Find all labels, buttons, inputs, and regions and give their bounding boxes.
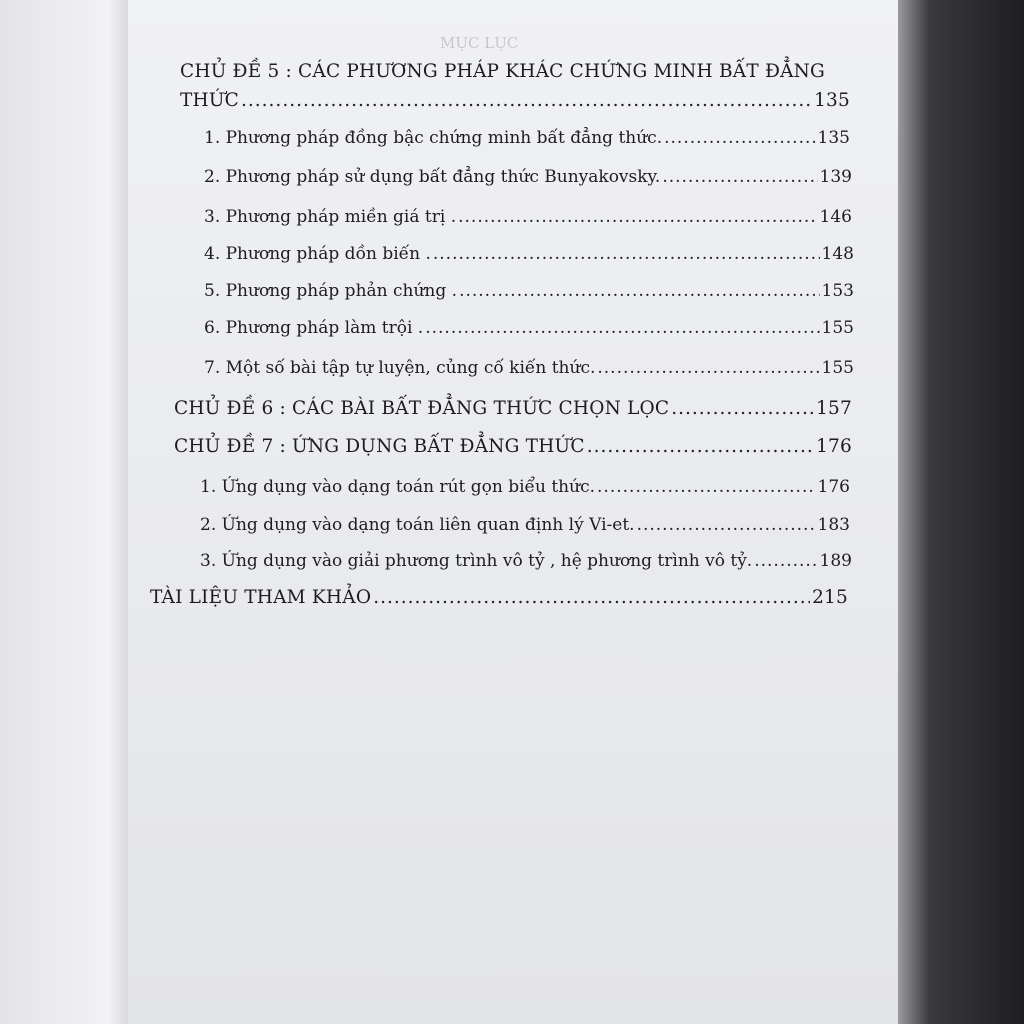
toc-entry-label: 2. Ứng dụng vào dạng toán liên quan định lý Vi-et.	[200, 515, 635, 535]
toc-entry-label: TÀI LIỆU THAM KHẢO	[150, 587, 372, 608]
toc-page-number: 176	[816, 436, 852, 457]
toc-entry-label: CHỦ ĐỀ 6 : CÁC BÀI BẤT ĐẲNG THỨC CHỌN LỌC	[174, 398, 670, 419]
toc-page-number: 135	[814, 90, 850, 111]
toc-entry-5-3	[204, 206, 852, 228]
leader-dots	[671, 398, 814, 420]
toc-entry-chapter-5-cont	[180, 90, 850, 112]
toc-entry-5-5	[204, 280, 854, 302]
toc-entry-5-7	[204, 357, 854, 379]
toc-entry-5-2	[204, 166, 852, 188]
toc-page-number: 155	[821, 358, 854, 378]
toc-page-number: 189	[819, 551, 852, 571]
toc-entry-label: 2. Phương pháp sử dụng bất đẳng thức Bunyakovsky.	[204, 167, 661, 187]
background-dark	[898, 0, 1024, 1024]
toc-entry-label: CHỦ ĐỀ 7 : ỨNG DỤNG BẤT ĐẲNG THỨC	[174, 436, 585, 457]
leader-dots	[459, 280, 819, 302]
leader-dots	[241, 90, 812, 112]
leader-dots	[662, 166, 817, 188]
toc-entry-label: 3. Phương pháp miền giá trị .	[204, 207, 457, 227]
toc-page-number: 135	[817, 128, 850, 148]
toc-entry-7-2	[200, 514, 850, 536]
leader-dots	[637, 514, 816, 536]
document-page	[128, 0, 898, 1024]
toc-entry-label: THỨC	[180, 90, 240, 111]
leader-dots	[373, 587, 810, 609]
leader-dots	[587, 436, 814, 458]
toc-page-number: 183	[817, 515, 850, 535]
toc-page-number: 139	[819, 167, 852, 187]
leader-dots	[433, 243, 820, 265]
toc-entry-label: 4. Phương pháp dồn biến .	[204, 244, 431, 264]
toc-entry-5-1	[204, 127, 850, 149]
toc-entry-7-1	[200, 476, 850, 498]
toc-entry-references	[150, 587, 848, 609]
toc-page-number: 155	[821, 318, 854, 338]
toc-entry-label: 1. Ứng dụng vào dạng toán rút gọn biểu thức.	[200, 477, 596, 497]
toc-page-number: 176	[817, 477, 850, 497]
toc-entry-label: 6. Phương pháp làm trội .	[204, 318, 424, 338]
toc-entry-chapter-7	[174, 436, 852, 458]
toc-page-number: 148	[821, 244, 854, 264]
toc-entry-label: 3. Ứng dụng vào giải phương trình vô tỷ , hệ phương trình vô tỷ.	[200, 551, 753, 571]
toc-page-number: 146	[819, 207, 852, 227]
leader-dots	[425, 317, 819, 339]
toc-page-number: 157	[816, 398, 852, 419]
toc-entry-7-3	[200, 550, 852, 572]
toc-entry-5-4	[204, 243, 854, 265]
leader-dots	[597, 357, 819, 379]
toc-entry-label: 5. Phương pháp phản chứng .	[204, 281, 458, 301]
toc-page-number: 215	[812, 587, 848, 608]
leader-dots	[754, 550, 817, 572]
leader-dots	[458, 206, 817, 228]
page-left-margin	[0, 0, 128, 1024]
chapter-5-title: CHỦ ĐỀ 5 : CÁC PHƯƠNG PHÁP KHÁC CHỨNG MINH BẤT ĐẲNG	[180, 61, 826, 82]
bleed-through-header: MỤC LỤC	[440, 34, 519, 52]
toc-entry-chapter-6	[174, 398, 852, 420]
toc-entry-5-6	[204, 317, 854, 339]
toc-entry-label: 1. Phương pháp đồng bậc chứng minh bất đẳng thức.	[204, 128, 663, 148]
leader-dots	[664, 127, 815, 149]
toc-page-number: 153	[821, 281, 854, 301]
toc-entry-label: 7. Một số bài tập tự luyện, củng cố kiến thức.	[204, 358, 596, 378]
leader-dots	[597, 476, 816, 498]
table-of-contents	[128, 0, 898, 1024]
